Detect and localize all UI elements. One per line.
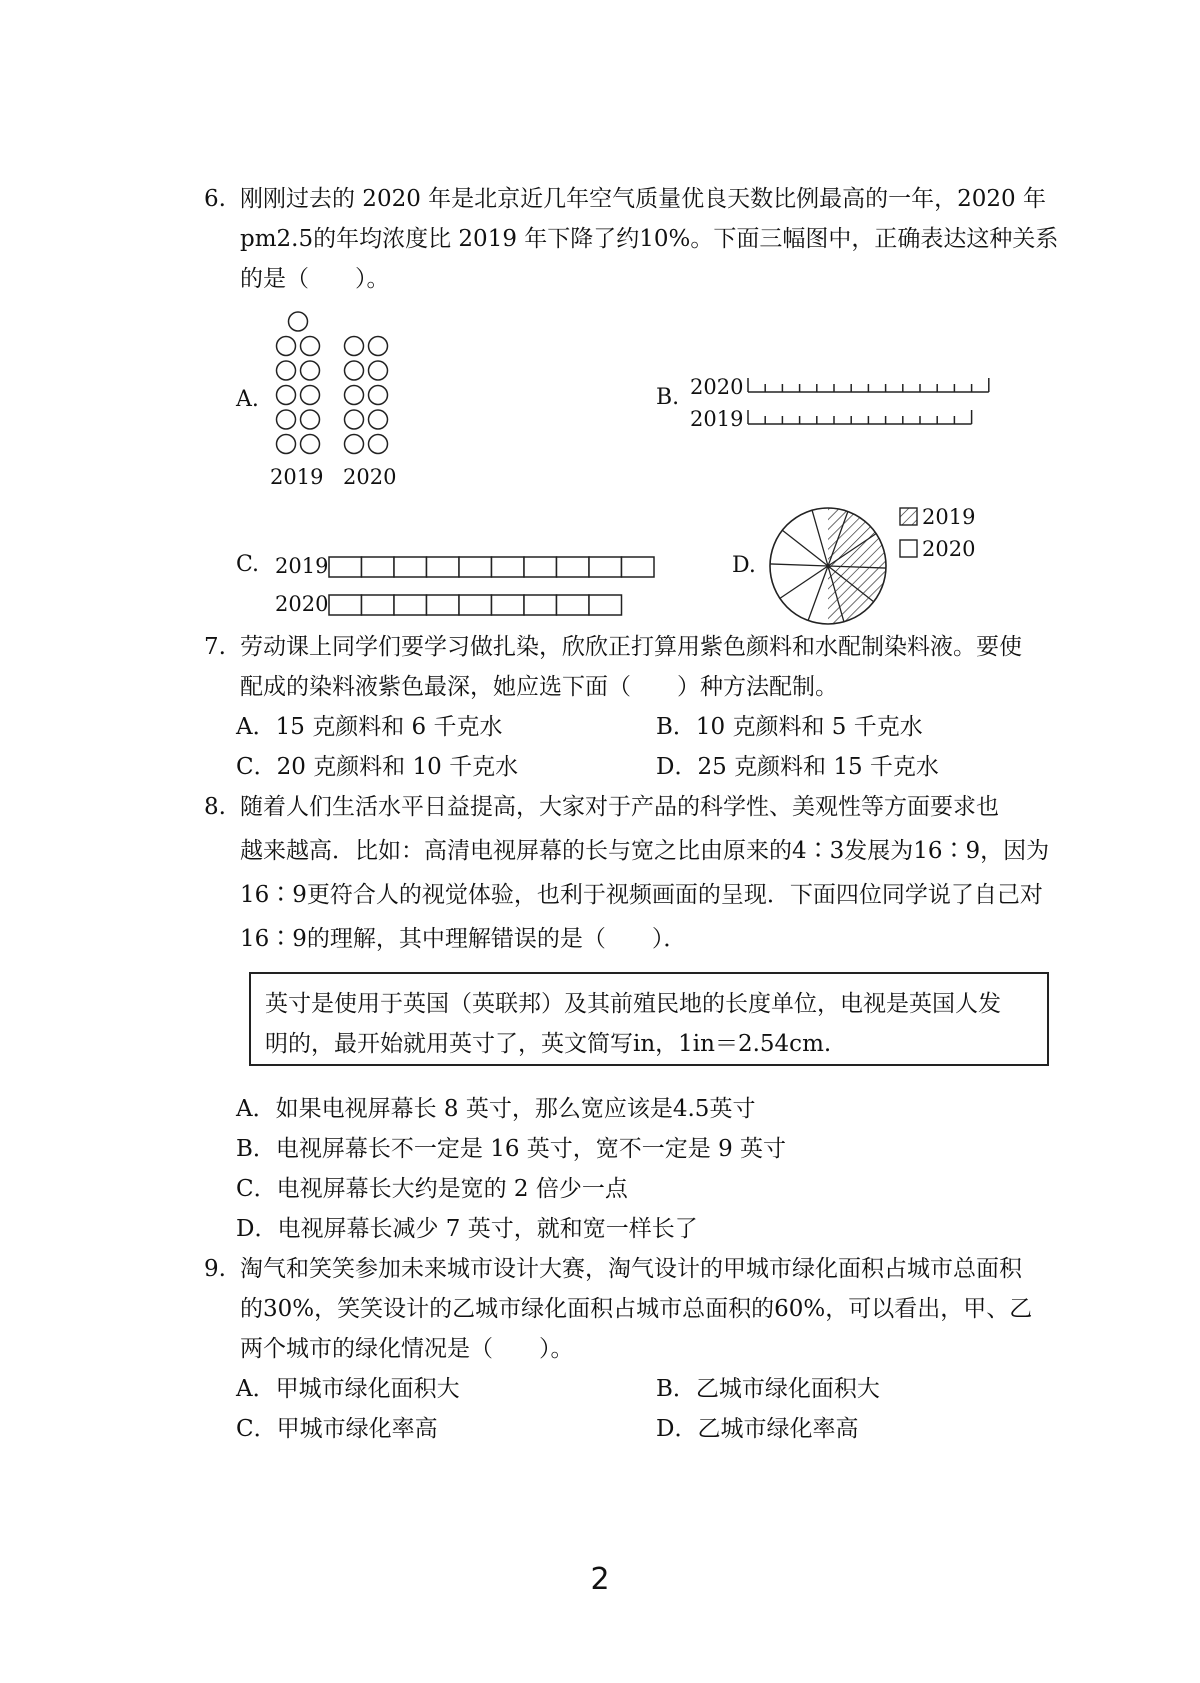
bar-2020-cell xyxy=(492,595,525,615)
figure-a-label-2019: 2019 xyxy=(270,465,324,489)
q7-line-2: 配成的染料液紫色最深，她应选下面（ ）种方法配制。 xyxy=(240,674,838,700)
q9-option-c: C．甲城市绿化率高 xyxy=(236,1416,438,1442)
bar-2020-cell xyxy=(557,595,590,615)
figure-b-label-2020: 2020 xyxy=(690,375,744,399)
bar-2019-cell xyxy=(622,557,655,577)
circle-2020-circle xyxy=(345,361,364,380)
q6-figure-b-tick-bars xyxy=(690,370,1030,440)
q7-option-d: D．25 克颜料和 15 千克水 xyxy=(656,754,939,780)
q6-number: 6. xyxy=(204,186,226,212)
circle-2020-circle xyxy=(345,386,364,405)
circle-2019-circle xyxy=(301,361,320,380)
q6-line-1: 刚刚过去的 2020 年是北京近几年空气质量优良天数比例最高的一年，2020 年 xyxy=(240,186,1046,212)
circle-2019-circle xyxy=(277,386,296,405)
circle-2019-circle xyxy=(289,312,308,331)
q8-note-line-2: 明的，最开始就用英寸了，英文简写in，1in＝2.54cm. xyxy=(265,1031,832,1057)
figure-b-scale-2020 xyxy=(748,378,989,392)
bar-2019-cell xyxy=(589,557,622,577)
circle-2020-circle xyxy=(369,337,388,356)
figure-a-circles-2019 xyxy=(277,312,320,454)
bar-2019-cell xyxy=(394,557,427,577)
legend-swatch-2020 xyxy=(900,540,917,557)
bar-2019-cell xyxy=(459,557,492,577)
circle-2020-circle xyxy=(345,410,364,429)
q8-line-1: 随着人们生活水平日益提高，大家对于产品的科学性、美观性等方面要求也 xyxy=(240,794,999,820)
bar-2020-cell xyxy=(362,595,395,615)
bar-2019-cell xyxy=(329,557,362,577)
q8-line-2: 越来越高．比如：高清电视屏幕的长与宽之比由原来的4∶3发展为16∶9，因为 xyxy=(240,838,1050,864)
figure-a-label-2020: 2020 xyxy=(343,465,397,489)
figure-a-circles-2020 xyxy=(345,337,388,454)
q9-option-a: A．甲城市绿化面积大 xyxy=(236,1376,460,1402)
circle-2019-circle xyxy=(301,435,320,454)
circle-2019-circle xyxy=(301,386,320,405)
page-number: 2 xyxy=(590,1562,610,1597)
q8-option-b: B．电视屏幕长不一定是 16 英寸，宽不一定是 9 英寸 xyxy=(236,1136,787,1162)
q7-line-1: 劳动课上同学们要学习做扎染，欣欣正打算用紫色颜料和水配制染料液。要使 xyxy=(240,634,1022,660)
circle-2019-circle xyxy=(301,337,320,356)
q7-option-c: C．20 克颜料和 10 千克水 xyxy=(236,754,519,780)
q6-line-3: 的是（ ）。 xyxy=(240,266,390,292)
q7-option-b: B．10 克颜料和 5 千克水 xyxy=(656,714,923,740)
q9-line-1: 淘气和笑笑参加未来城市设计大赛，淘气设计的甲城市绿化面积占城市总面积 xyxy=(240,1256,1022,1282)
circle-2020-circle xyxy=(345,435,364,454)
q6-figure-d-pie xyxy=(766,502,996,632)
circle-2019-circle xyxy=(277,361,296,380)
circle-2020-circle xyxy=(345,337,364,356)
q9-line-3: 两个城市的绿化情况是（ ）。 xyxy=(240,1336,574,1362)
circle-2019-circle xyxy=(277,435,296,454)
q8-option-d: D．电视屏幕长减少 7 英寸，就和宽一样长了 xyxy=(236,1216,698,1242)
figure-b-scale-2019 xyxy=(748,410,972,424)
figure-c-bar-2020 xyxy=(329,595,622,615)
figure-d-legend-2019: 2019 xyxy=(922,505,976,529)
q6-figure-c-cell-bars xyxy=(275,550,695,630)
q8-line-3: 16∶9更符合人的视觉体验，也利于视频画面的呈现．下面四位同学说了自己对 xyxy=(240,882,1043,908)
q6-option-b-letter: B. xyxy=(656,385,680,410)
q9-option-b: B．乙城市绿化面积大 xyxy=(656,1376,880,1402)
q6-option-d-letter: D. xyxy=(732,553,756,578)
q6-figure-a-pictogram xyxy=(270,298,400,494)
figure-c-label-2020: 2020 xyxy=(275,592,329,616)
q6-option-c-letter: C. xyxy=(236,552,260,577)
figure-b-label-2019: 2019 xyxy=(690,407,744,431)
circle-2020-circle xyxy=(369,361,388,380)
circle-2019-circle xyxy=(277,410,296,429)
figure-d-legend-2020: 2020 xyxy=(922,537,976,561)
circle-2020-circle xyxy=(369,410,388,429)
bar-2020-cell xyxy=(394,595,427,615)
bar-2019-cell xyxy=(427,557,460,577)
bar-2019-cell xyxy=(524,557,557,577)
bar-2020-cell xyxy=(329,595,362,615)
figure-c-label-2019: 2019 xyxy=(275,554,329,578)
q7-number: 7. xyxy=(204,634,226,660)
q9-line-2: 的30%，笑笑设计的乙城市绿化面积占城市总面积的60%，可以看出，甲、乙 xyxy=(240,1296,1033,1322)
legend-swatch-2019 xyxy=(900,508,917,525)
q8-option-c: C．电视屏幕长大约是宽的 2 倍少一点 xyxy=(236,1176,628,1202)
q6-line-2: pm2.5的年均浓度比 2019 年下降了约10%。下面三幅图中，正确表达这种关系 xyxy=(240,226,1059,252)
circle-2019-circle xyxy=(277,337,296,356)
figure-c-bar-2019 xyxy=(329,557,654,577)
q8-note-line-1: 英寸是使用于英国（英联邦）及其前殖民地的长度单位，电视是英国人发 xyxy=(265,991,1001,1017)
q9-option-d: D．乙城市绿化率高 xyxy=(656,1416,859,1442)
circle-2020-circle xyxy=(369,435,388,454)
bar-2020-cell xyxy=(459,595,492,615)
figure-d-pie-slices xyxy=(770,508,886,624)
bar-2020-cell xyxy=(589,595,622,615)
q8-line-4: 16∶9的理解，其中理解错误的是（ ）． xyxy=(240,926,687,952)
bar-2020-cell xyxy=(427,595,460,615)
bar-2019-cell xyxy=(492,557,525,577)
q6-option-a-letter: A. xyxy=(236,387,259,412)
bar-2019-cell xyxy=(557,557,590,577)
q7-option-a: A．15 克颜料和 6 千克水 xyxy=(236,714,503,740)
bar-2019-cell xyxy=(362,557,395,577)
q8-option-a: A．如果电视屏幕长 8 英寸，那么宽应该是4.5英寸 xyxy=(236,1096,756,1122)
bar-2020-cell xyxy=(524,595,557,615)
circle-2020-circle xyxy=(369,386,388,405)
q9-number: 9. xyxy=(204,1256,226,1282)
circle-2019-circle xyxy=(301,410,320,429)
q8-number: 8. xyxy=(204,794,226,820)
